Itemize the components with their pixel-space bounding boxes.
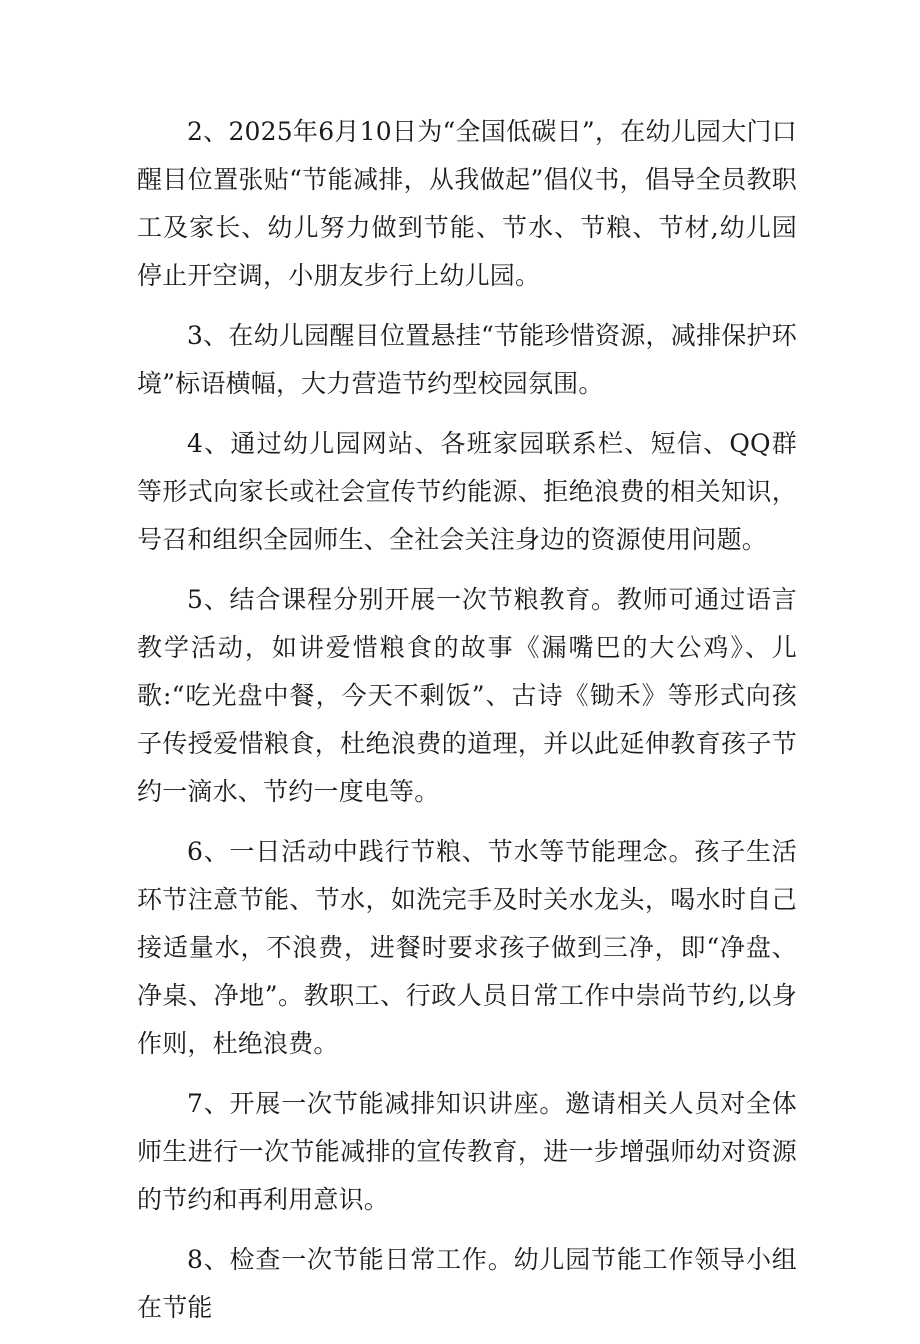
- paragraph-item-4: 4、通过幼儿园网站、各班家园联系栏、短信、QQ群等形式向家长或社会宣传节约能源、拒绝浪费的相关知识，号召和组织全园师生、全社会关注身边的资源使用问题。: [137, 429, 797, 554]
- paragraph-item-2: 2、2025年6月10日为“全国低碳日”，在幼儿园大门口醒目位置张贴“节能减排，从我做起”倡仪书，倡导全员教职工及家长、幼儿努力做到节能、节水、节粮、节材,幼儿园停止开空调，小朋友步行上幼儿园。: [137, 117, 797, 290]
- paragraph-item-8: 8、检查一次节能日常工作。幼儿园节能工作领导小组在节能: [137, 1245, 797, 1322]
- paragraph-item-7: 7、开展一次节能减排知识讲座。邀请相关人员对全体师生进行一次节能减排的宣传教育，进一步增强师幼对资源的节约和再利用意识。: [137, 1089, 797, 1214]
- document-body: [137, 108, 797, 1344]
- paragraph-item-3: 3、在幼儿园醒目位置悬挂“节能珍惜资源，减排保护环境”标语横幅，大力营造节约型校园氛围。: [137, 321, 797, 398]
- paragraph-item-5: 5、结合课程分别开展一次节粮教育。教师可通过语言教学活动，如讲爱惜粮食的故事《漏嘴巴的大公鸡》、儿歌:“吃光盘中餐，今天不剩饭”、古诗《锄禾》等形式向孩子传授爱惜粮食，杜绝浪费的道理，并以此延伸教育孩子节约一滴水、节约一度电等。: [137, 585, 797, 806]
- paragraph-item-6: 6、一日活动中践行节粮、节水等节能理念。孩子生活环节注意节能、节水，如洗完手及时关水龙头，喝水时自己接适量水，不浪费，进餐时要求孩子做到三净，即“净盘、净桌、净地”。教职工、行政人员日常工作中崇尚节约,以身作则，杜绝浪费。: [137, 837, 797, 1058]
